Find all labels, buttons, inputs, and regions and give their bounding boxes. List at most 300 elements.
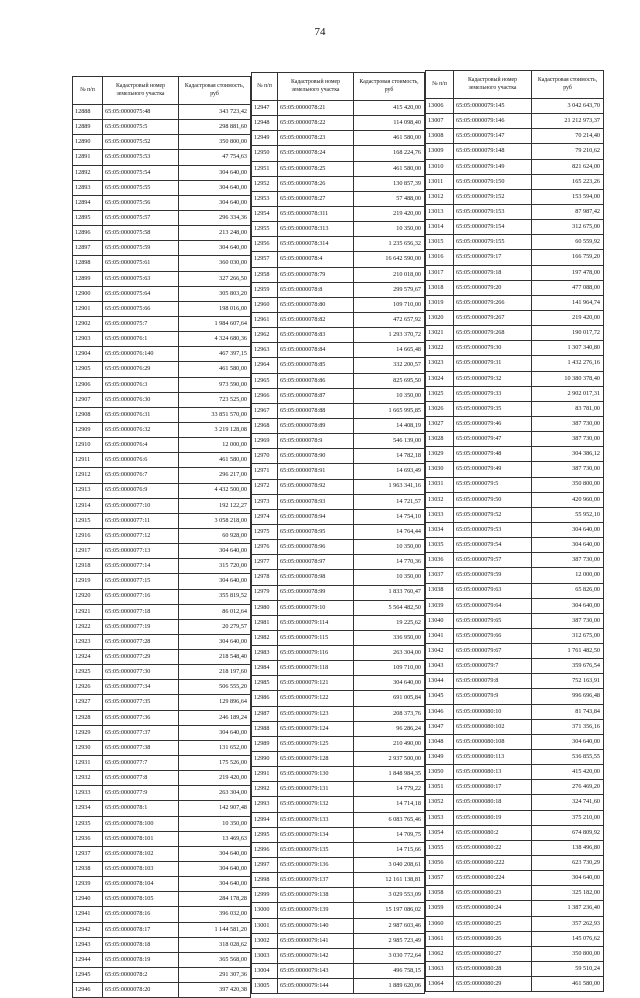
- row-index: 13015: [426, 235, 454, 250]
- row-index: 12905: [73, 362, 103, 377]
- cadastral-number: 65:05:0000077:12: [103, 528, 179, 543]
- cadastral-number: 65:05:0000079:48: [454, 447, 532, 462]
- row-index: 13031: [426, 477, 454, 492]
- cadastral-value: 304 640,00: [532, 871, 604, 886]
- row-index: 12939: [73, 877, 103, 892]
- cadastral-value: 546 139,00: [354, 434, 425, 449]
- table-row: [252, 403, 425, 418]
- cadastral-value: 1 235 656,32: [354, 237, 425, 252]
- table-row: [73, 922, 251, 937]
- cadastral-value: 12 161 138,81: [354, 873, 425, 888]
- cadastral-value: 198 016,00: [179, 301, 251, 316]
- cadastral-value: 472 657,92: [354, 312, 425, 327]
- cadastral-value: 304 640,00: [354, 676, 425, 691]
- cadastral-number: 65:05:0000079:145: [454, 99, 532, 114]
- cadastral-value: 536 855,55: [532, 750, 604, 765]
- cadastral-number: 65:05:0000077:13: [103, 544, 179, 559]
- row-index: 12938: [73, 862, 103, 877]
- table-row: [426, 522, 604, 537]
- row-index: 13000: [252, 903, 278, 918]
- row-index: 12930: [73, 740, 103, 755]
- row-index: 13047: [426, 719, 454, 734]
- cadastral-value: 10 350,00: [354, 570, 425, 585]
- cadastral-number: 65:05:0000079:47: [454, 432, 532, 447]
- row-index: 12927: [73, 695, 103, 710]
- table-row: [426, 235, 604, 250]
- row-index: 13037: [426, 568, 454, 583]
- cadastral-number: 65:05:0000079:66: [454, 628, 532, 643]
- cadastral-value: 477 088,00: [532, 280, 604, 295]
- cadastral-value: 359 676,54: [532, 659, 604, 674]
- table-row: [73, 634, 251, 649]
- row-index: 13028: [426, 432, 454, 447]
- cadastral-number: 65:05:0000079:9: [454, 689, 532, 704]
- cadastral-value: 21 212 973,37: [532, 114, 604, 129]
- cadastral-value: 219 420,00: [354, 206, 425, 221]
- cadastral-value: 175 526,00: [179, 756, 251, 771]
- cadastral-number: 65:05:0000080:108: [454, 734, 532, 749]
- cadastral-number: 65:05:0000075:57: [103, 210, 179, 225]
- table-row: [73, 650, 251, 665]
- cadastral-value: 304 640,00: [179, 544, 251, 559]
- page-number: 74: [314, 26, 326, 38]
- row-index: 12893: [73, 180, 103, 195]
- table-row: [73, 301, 251, 316]
- table-row: [426, 447, 604, 462]
- cadastral-value: 13 469,63: [179, 831, 251, 846]
- cadastral-value: 210 018,00: [354, 267, 425, 282]
- cadastral-value: 305 803,20: [179, 286, 251, 301]
- cadastral-value: 375 210,00: [532, 810, 604, 825]
- table-row: [426, 734, 604, 749]
- row-index: 12956: [252, 237, 278, 252]
- cadastral-number: 65:05:0000078:24: [278, 146, 354, 161]
- cadastral-number: 65:05:0000076:140: [103, 347, 179, 362]
- table-row: [426, 825, 604, 840]
- table-row: [252, 343, 425, 358]
- cadastral-number: 65:05:0000077:15: [103, 574, 179, 589]
- row-index: 13003: [252, 948, 278, 963]
- row-index: 12996: [252, 842, 278, 857]
- row-index: 12953: [252, 191, 278, 206]
- table-row: [73, 952, 251, 967]
- row-index: 12896: [73, 226, 103, 241]
- row-index: 12952: [252, 176, 278, 191]
- table-row: [252, 691, 425, 706]
- cadastral-value: 396 032,00: [179, 907, 251, 922]
- row-index: 12980: [252, 600, 278, 615]
- cadastral-number: 65:05:0000078:79: [278, 267, 354, 282]
- table-row: [73, 528, 251, 543]
- row-index: 13057: [426, 871, 454, 886]
- table-row: [426, 568, 604, 583]
- cadastral-number: 65:05:0000075:55: [103, 180, 179, 195]
- cadastral-number: 65:05:0000079:65: [454, 613, 532, 628]
- cadastral-number: 65:05:0000077:8: [103, 771, 179, 786]
- row-index: 12971: [252, 464, 278, 479]
- cadastral-value: 14 714,18: [354, 797, 425, 812]
- cadastral-number: 65:05:0000078:82: [278, 312, 354, 327]
- table-row: [73, 983, 251, 998]
- table-row: [252, 888, 425, 903]
- cadastral-value: 304 640,00: [532, 538, 604, 553]
- row-index: 13012: [426, 189, 454, 204]
- cadastral-value: 165 223,26: [532, 174, 604, 189]
- table-row: [426, 946, 604, 961]
- row-index: 12959: [252, 282, 278, 297]
- row-index: 12933: [73, 786, 103, 801]
- table-row: [252, 252, 425, 267]
- cadastral-value: 131 652,00: [179, 740, 251, 755]
- cadastral-number: 65:05:0000077:9: [103, 786, 179, 801]
- cadastral-value: 197 478,00: [532, 265, 604, 280]
- cadastral-value: 304 386,12: [532, 447, 604, 462]
- table-row: [252, 464, 425, 479]
- cadastral-value: 57 488,00: [354, 191, 425, 206]
- row-index: 12904: [73, 347, 103, 362]
- cadastral-value: 467 397,15: [179, 347, 251, 362]
- cadastral-value: 1 833 760,47: [354, 585, 425, 600]
- table-row: [73, 332, 251, 347]
- row-index: 12995: [252, 827, 278, 842]
- table-row: [252, 721, 425, 736]
- cadastral-number: 65:05:0000078:89: [278, 418, 354, 433]
- table-row: [73, 271, 251, 286]
- row-index: 12918: [73, 559, 103, 574]
- table-row: [73, 801, 251, 816]
- row-index: 13023: [426, 356, 454, 371]
- table-row: [252, 918, 425, 933]
- row-index: 12989: [252, 736, 278, 751]
- row-index: 12937: [73, 846, 103, 861]
- table-row: [73, 846, 251, 861]
- table-row: [73, 150, 251, 165]
- cadastral-number: 65:05:0000080:25: [454, 916, 532, 931]
- header-cadastral-number: Кадастровый номер земельного участка: [278, 73, 354, 101]
- cadastral-value: 246 189,24: [179, 710, 251, 725]
- table-row: [252, 358, 425, 373]
- table-row: [252, 540, 425, 555]
- row-index: 12993: [252, 797, 278, 812]
- cadastral-number: 65:05:0000080:22: [454, 840, 532, 855]
- row-index: 13036: [426, 553, 454, 568]
- cadastral-value: 2 937 500,00: [354, 752, 425, 767]
- row-index: 12973: [252, 494, 278, 509]
- cadastral-number: 65:05:0000078:20: [103, 983, 179, 998]
- table-row: [426, 598, 604, 613]
- header-cadastral-value: Кадастровая стоимость, руб: [532, 71, 604, 99]
- cadastral-value: 190 017,72: [532, 326, 604, 341]
- cadastral-value: 387 730,00: [532, 462, 604, 477]
- cadastral-value: 623 730,29: [532, 856, 604, 871]
- cadastral-number: 65:05:0000079:142: [278, 948, 354, 963]
- table-row: [426, 99, 604, 114]
- cadastral-number: 65:05:0000078:27: [278, 191, 354, 206]
- cadastral-number: 65:05:0000079:137: [278, 873, 354, 888]
- cadastral-value: 14 693,49: [354, 464, 425, 479]
- row-index: 12897: [73, 241, 103, 256]
- table-row: [426, 507, 604, 522]
- cadastral-number: 65:05:0000079:155: [454, 235, 532, 250]
- table-row: [252, 736, 425, 751]
- cadastral-number: 65:05:0000080:29: [454, 977, 532, 992]
- row-index: 12900: [73, 286, 103, 301]
- table-row: [426, 613, 604, 628]
- row-index: 13041: [426, 628, 454, 643]
- cadastral-value: 130 857,39: [354, 176, 425, 191]
- cadastral-value: 210 490,00: [354, 736, 425, 751]
- cadastral-number: 65:05:0000078:88: [278, 403, 354, 418]
- cadastral-number: 65:05:0000078:16: [103, 907, 179, 922]
- table-row: [73, 286, 251, 301]
- cadastral-number: 65:05:0000076:31: [103, 407, 179, 422]
- row-index: 13060: [426, 916, 454, 931]
- table-row: [252, 161, 425, 176]
- cadastral-number: 65:05:0000078:101: [103, 831, 179, 846]
- cadastral-value: 304 640,00: [179, 846, 251, 861]
- row-index: 12902: [73, 316, 103, 331]
- table-row: [252, 176, 425, 191]
- table-row: [426, 295, 604, 310]
- cadastral-number: 65:05:0000077:28: [103, 634, 179, 649]
- cadastral-value: 14 715,66: [354, 842, 425, 857]
- cadastral-number: 65:05:0000078:97: [278, 555, 354, 570]
- cadastral-value: 350 800,00: [532, 477, 604, 492]
- table-row: [252, 101, 425, 116]
- row-index: 13056: [426, 856, 454, 871]
- row-index: 12934: [73, 801, 103, 816]
- cadastral-value: 360 030,00: [179, 256, 251, 271]
- table-row: [426, 220, 604, 235]
- row-index: 13053: [426, 810, 454, 825]
- cadastral-number: 65:05:0000079:141: [278, 933, 354, 948]
- cadastral-value: 723 525,00: [179, 392, 251, 407]
- table-row: [426, 280, 604, 295]
- cadastral-value: 79 210,62: [532, 144, 604, 159]
- row-index: 12926: [73, 680, 103, 695]
- cadastral-number: 65:05:0000079:131: [278, 782, 354, 797]
- cadastral-number: 65:05:0000079:140: [278, 918, 354, 933]
- row-index: 13049: [426, 750, 454, 765]
- cadastral-value: 973 590,00: [179, 377, 251, 392]
- cadastral-value: 20 279,57: [179, 619, 251, 634]
- cadastral-number: 65:05:0000078:98: [278, 570, 354, 585]
- cadastral-number: 65:05:0000076:6: [103, 453, 179, 468]
- row-index: 12988: [252, 721, 278, 736]
- cadastral-value: 304 640,00: [179, 165, 251, 180]
- cadastral-value: 2 985 723,49: [354, 933, 425, 948]
- cadastral-number: 65:05:0000079:124: [278, 721, 354, 736]
- cadastral-value: 304 640,00: [532, 522, 604, 537]
- table-row: [252, 479, 425, 494]
- table-row: [426, 416, 604, 431]
- cadastral-value: 397 420,38: [179, 983, 251, 998]
- cadastral-value: 355 819,52: [179, 589, 251, 604]
- cadastral-number: 65:05:0000079:266: [454, 295, 532, 310]
- cadastral-number: 65:05:0000079:153: [454, 204, 532, 219]
- cadastral-table-3: [425, 70, 604, 992]
- row-index: 12983: [252, 646, 278, 661]
- cadastral-value: 109 710,00: [354, 661, 425, 676]
- table-row: [73, 377, 251, 392]
- row-index: 12915: [73, 513, 103, 528]
- table-row: [252, 418, 425, 433]
- table-row: [73, 513, 251, 528]
- row-index: 13050: [426, 765, 454, 780]
- cadastral-number: 65:05:0000076:30: [103, 392, 179, 407]
- cadastral-value: 219 420,00: [179, 771, 251, 786]
- row-index: 13002: [252, 933, 278, 948]
- table-row: [73, 877, 251, 892]
- cadastral-value: 343 723,42: [179, 105, 251, 120]
- row-index: 12943: [73, 937, 103, 952]
- cadastral-value: 327 266,50: [179, 271, 251, 286]
- table-row: [73, 559, 251, 574]
- row-index: 12914: [73, 498, 103, 513]
- cadastral-number: 65:05:0000076:7: [103, 468, 179, 483]
- row-index: 12935: [73, 816, 103, 831]
- cadastral-number: 65:05:0000079:267: [454, 310, 532, 325]
- cadastral-number: 65:05:0000075:59: [103, 241, 179, 256]
- cadastral-number: 65:05:0000079:149: [454, 159, 532, 174]
- row-index: 13055: [426, 840, 454, 855]
- row-index: 12999: [252, 888, 278, 903]
- row-index: 12967: [252, 403, 278, 418]
- cadastral-value: 33 851 570,00: [179, 407, 251, 422]
- cadastral-number: 65:05:0000080:102: [454, 719, 532, 734]
- row-index: 12903: [73, 332, 103, 347]
- cadastral-value: 168 224,76: [354, 146, 425, 161]
- table-row: [252, 797, 425, 812]
- table-row: [252, 267, 425, 282]
- row-index: 12992: [252, 782, 278, 797]
- cadastral-value: 12 000,00: [532, 568, 604, 583]
- row-index: 13013: [426, 204, 454, 219]
- table-row: [252, 312, 425, 327]
- cadastral-value: 312 675,00: [532, 220, 604, 235]
- cadastral-number: 65:05:0000076:29: [103, 362, 179, 377]
- cadastral-value: 218 548,40: [179, 650, 251, 665]
- cadastral-value: 15 197 086,02: [354, 903, 425, 918]
- row-index: 12910: [73, 438, 103, 453]
- row-index: 13043: [426, 659, 454, 674]
- row-index: 13001: [252, 918, 278, 933]
- row-index: 12954: [252, 206, 278, 221]
- row-index: 13048: [426, 734, 454, 749]
- cadastral-number: 65:05:0000078:96: [278, 540, 354, 555]
- cadastral-number: 65:05:0000078:314: [278, 237, 354, 252]
- row-index: 12990: [252, 752, 278, 767]
- cadastral-value: 996 696,48: [532, 689, 604, 704]
- cadastral-value: 1 432 276,16: [532, 356, 604, 371]
- row-index: 12940: [73, 892, 103, 907]
- table-row: [426, 931, 604, 946]
- cadastral-value: 4 324 680,36: [179, 332, 251, 347]
- row-index: 12945: [73, 968, 103, 983]
- table-row: [252, 555, 425, 570]
- cadastral-number: 65:05:0000075:64: [103, 286, 179, 301]
- cadastral-value: 3 040 208,61: [354, 858, 425, 873]
- cadastral-value: 304 640,00: [179, 877, 251, 892]
- row-index: 12928: [73, 710, 103, 725]
- cadastral-value: 14 709,75: [354, 827, 425, 842]
- table-row: [73, 604, 251, 619]
- table-row: [73, 907, 251, 922]
- cadastral-number: 65:05:0000077:10: [103, 498, 179, 513]
- cadastral-number: 65:05:0000078:99: [278, 585, 354, 600]
- table-row: [73, 483, 251, 498]
- cadastral-number: 65:05:0000078:9: [278, 434, 354, 449]
- row-index: 12978: [252, 570, 278, 585]
- cadastral-number: 65:05:0000079:130: [278, 767, 354, 782]
- table-row: [252, 782, 425, 797]
- cadastral-value: 315 720,00: [179, 559, 251, 574]
- row-index: 13032: [426, 492, 454, 507]
- table-row: [426, 432, 604, 447]
- cadastral-number: 65:05:0000078:311: [278, 206, 354, 221]
- row-index: 13061: [426, 931, 454, 946]
- cadastral-number: 65:05:0000075:58: [103, 226, 179, 241]
- table-row: [426, 659, 604, 674]
- cadastral-number: 65:05:0000079:20: [454, 280, 532, 295]
- cadastral-value: 86 012,64: [179, 604, 251, 619]
- table-row: [73, 210, 251, 225]
- table-row: [426, 871, 604, 886]
- cadastral-value: 350 800,00: [179, 135, 251, 150]
- cadastral-value: 304 640,00: [179, 725, 251, 740]
- cadastral-number: 65:05:0000080:23: [454, 886, 532, 901]
- table-header-row: [426, 71, 604, 99]
- cadastral-number: 65:05:0000078:90: [278, 449, 354, 464]
- cadastral-number: 65:05:0000075:61: [103, 256, 179, 271]
- row-index: 12946: [73, 983, 103, 998]
- header-index: № п/п: [73, 77, 103, 105]
- row-index: 12965: [252, 373, 278, 388]
- table-row: [73, 468, 251, 483]
- cadastral-value: 145 076,62: [532, 931, 604, 946]
- cadastral-value: 276 469,20: [532, 780, 604, 795]
- cadastral-value: 5 564 482,50: [354, 600, 425, 615]
- cadastral-value: 60 928,00: [179, 528, 251, 543]
- table-row: [73, 498, 251, 513]
- cadastral-value: 10 350,00: [354, 222, 425, 237]
- cadastral-value: 312 675,00: [532, 628, 604, 643]
- cadastral-number: 65:05:0000077:14: [103, 559, 179, 574]
- table-row: [252, 752, 425, 767]
- row-index: 13005: [252, 979, 278, 994]
- table-row: [252, 646, 425, 661]
- row-index: 12921: [73, 604, 103, 619]
- cadastral-number: 65:05:0000079:143: [278, 964, 354, 979]
- header-index: № п/п: [426, 71, 454, 99]
- cadastral-value: 16 642 590,00: [354, 252, 425, 267]
- row-index: 13017: [426, 265, 454, 280]
- row-index: 12889: [73, 120, 103, 135]
- cadastral-value: 496 758,15: [354, 964, 425, 979]
- cadastral-value: 65 826,00: [532, 583, 604, 598]
- row-index: 12916: [73, 528, 103, 543]
- cadastral-number: 65:05:0000079:64: [454, 598, 532, 613]
- cadastral-value: 299 579,67: [354, 282, 425, 297]
- row-index: 12994: [252, 812, 278, 827]
- table-row: [426, 356, 604, 371]
- row-index: 13051: [426, 780, 454, 795]
- cadastral-number: 65:05:0000078:19: [103, 952, 179, 967]
- table-row: [73, 619, 251, 634]
- table-header-row: [73, 77, 251, 105]
- table-row: [252, 131, 425, 146]
- table-row: [73, 362, 251, 377]
